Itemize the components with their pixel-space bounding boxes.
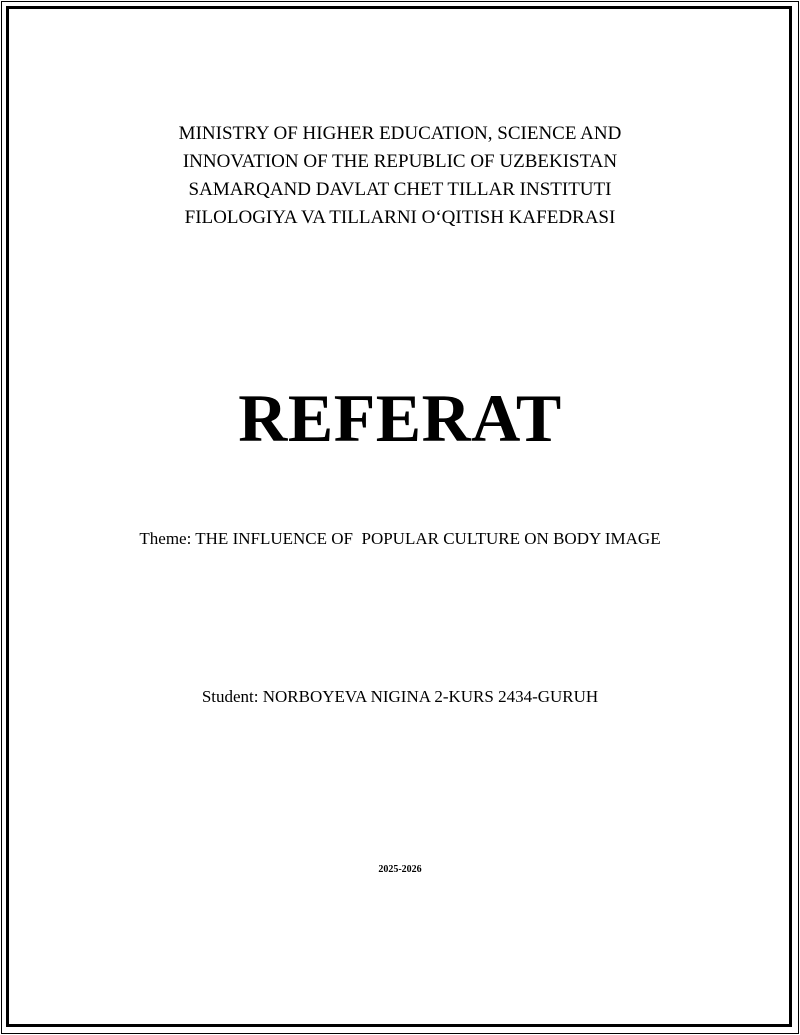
- institution-header: [0, 120, 800, 232]
- student-line: Student: NORBOYEVA NIGINA 2-KURS 2434-GURUH: [201, 687, 599, 706]
- header-line-republic: INNOVATION OF THE REPUBLIC OF UZBEKISTAN: [182, 151, 618, 172]
- theme-line: Theme: THE INFLUENCE OF POPULAR CULTURE ON BODY IMAGE: [139, 529, 661, 548]
- document-title: REFERAT: [238, 380, 562, 456]
- header-line-ministry: MINISTRY OF HIGHER EDUCATION, SCIENCE AND: [178, 123, 622, 144]
- academic-year: 2025-2026: [378, 864, 422, 875]
- header-line-institute: SAMARQAND DAVLAT CHET TILLAR INSTITUTI: [188, 179, 612, 200]
- header-line-department: FILOLOGIYA VA TILLARNI O‘QITISH KAFEDRASI: [184, 207, 616, 228]
